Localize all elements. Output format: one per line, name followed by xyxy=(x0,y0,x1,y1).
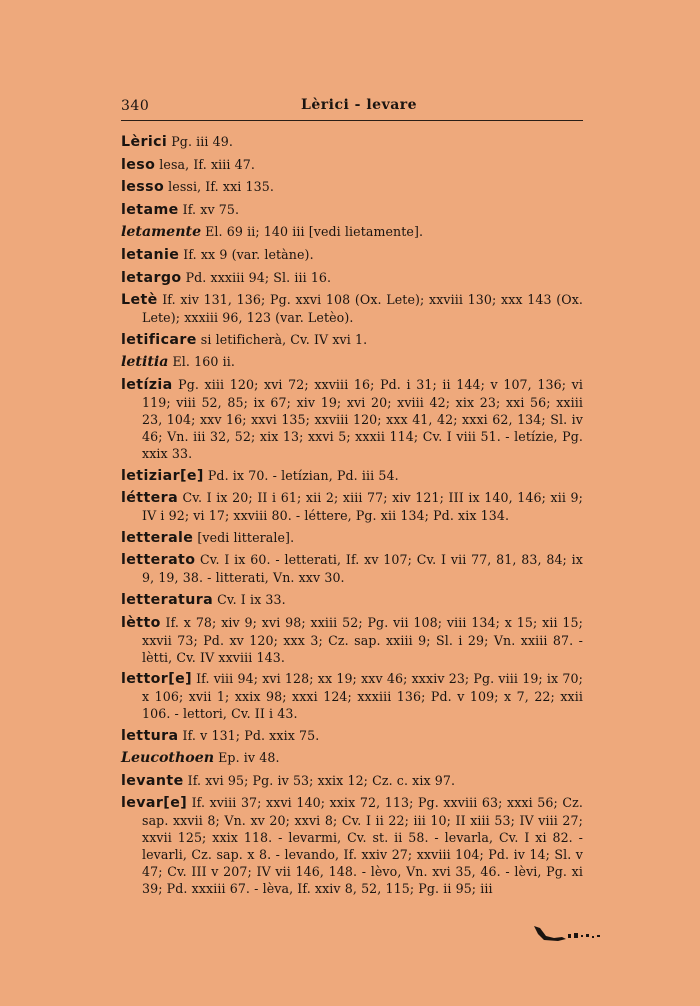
entry-text: If. xviii 37; xxvi 140; xxix 72, 113; Pg. xxviii 63; xxxi 56; Cz. sap. xxvii 8; Vn. xv 20; xxvi 8; Cv. I ii 22; iii 10; II xiii 53; IV viii 27; xxvii 125; xxix 118. - levarmi, Cv. st. ii 58. - levarla, Cv. I xi 82. - levarli, Cz. sap. x 8. - levando, If. xxiv 27; xxviii 104; Pd. iv 14; Sl. v 47; Cv. III v 207; IV vii 146, 148. - lèvo, Vn. xvi 35, 46. - lèvi, Pg. xi 39; Pd. xxxiii 67. - lèva, If. xxiv 8, 52, 115; Pg. ii 95; iii xyxy=(142,795,583,897)
entry-letterale xyxy=(121,529,583,547)
headword: lettura xyxy=(121,727,179,744)
entry-letamente xyxy=(121,223,583,241)
headword: letitia xyxy=(121,354,169,371)
entry-text: Cv. I ix 33. xyxy=(217,591,286,607)
running-head xyxy=(121,96,583,118)
headword: letteratura xyxy=(121,591,214,608)
entry-leucothoen xyxy=(121,749,583,767)
entry-text: Pg. xiii 120; xvi 72; xxviii 16; Pd. i 31; ii 144; v 107, 136; vi 119; viii 52, 85; ix 67; xiv 19; xvi 20; xviii 42; xix 23; xxi 56; xxiii 23, 104; xxv 16; xxvi 135; xxviii 120; xxx 41, 42; xxxi 62, 134; Sl. iv 46; Vn. iii 32, 52; xix 13; xxvi 5; xxxii 114; Cv. I viii 51. - letízie, Pg. xxix 33. xyxy=(142,376,583,461)
headword: letificare xyxy=(121,331,197,348)
entry-levante xyxy=(121,772,583,790)
entry-letterato xyxy=(121,551,583,586)
page-number: 340 xyxy=(121,98,150,114)
headword: letargo xyxy=(121,269,182,286)
entry-text: Ep. iv 48. xyxy=(218,750,280,766)
entry-levare xyxy=(121,794,583,897)
entry-text: If. xvi 95; Pg. iv 53; xxix 12; Cz. c. xix 97. xyxy=(187,772,456,788)
entry-letiziare xyxy=(121,467,583,485)
entry-lesso xyxy=(121,178,583,196)
entry-text: If. v 131; Pd. xxix 75. xyxy=(182,727,320,743)
entry-lettura xyxy=(121,727,583,745)
entry-letanie xyxy=(121,246,583,264)
entry-text: si letificherà, Cv. IV xvi 1. xyxy=(200,331,368,347)
headword: letamente xyxy=(121,224,202,241)
entry-text: Cv. I ix 60. - letterati, If. xv 107; Cv. I vii 77, 81, 83, 84; ix 9, 19, 38. - litterati, Vn. xxv 30. xyxy=(142,552,583,586)
entry-text: lessi, If. xxi 135. xyxy=(168,179,274,195)
entry-text: If. xiv 131, 136; Pg. xxvi 108 (Ox. Lete); xxviii 130; xxx 143 (Ox. Lete); xxxiii 96, 123 (var. Letèo). xyxy=(142,292,583,326)
headword: letanie xyxy=(121,246,180,263)
entry-text: [vedi litterale]. xyxy=(197,529,295,545)
entry-leso xyxy=(121,156,583,174)
entry-text: If. x 78; xiv 9; xvi 98; xxiii 52; Pg. vii 108; viii 134; x 15; xii 15; xxvii 73; Pd. xv 120; xxx 3; Cz. sap. xxiii 9; Sl. i 29; Vn. xxiii 87. - lètti, Cv. IV xxviii 143. xyxy=(142,614,583,665)
entry-text: If. viii 94; xvi 128; xx 19; xxv 46; xxxiv 23; Pg. viii 19; ix 70; x 106; xvii 1; xxix 98; xxxi 124; xxxiii 136; Pd. v 109; x 7, 22; xxii 106. - lettori, Cv. II i 43. xyxy=(142,671,583,722)
headword: letterale xyxy=(121,529,194,546)
entry-text: Pg. iii 49. xyxy=(171,134,233,149)
entry-text: Pd. xxxiii 94; Sl. iii 16. xyxy=(185,269,332,285)
headword: levar[e] xyxy=(121,795,188,812)
headword: letízia xyxy=(121,376,173,393)
headword: levante xyxy=(121,772,184,789)
entry-letitia xyxy=(121,353,583,371)
entry-lerici xyxy=(121,133,583,151)
entry-text: El. 160 ii. xyxy=(172,354,235,370)
entry-letargo xyxy=(121,269,583,287)
running-title: Lèrici - levare xyxy=(301,97,418,113)
headword: léttera xyxy=(121,490,179,507)
entry-text: Pd. ix 70. - letízian, Pd. iii 54. xyxy=(207,467,399,483)
headword: lètto xyxy=(121,614,161,631)
headword: Leucothoen xyxy=(121,750,215,767)
header-rule xyxy=(121,120,583,121)
entry-text: El. 69 ii; 140 iii [vedi lietamente]. xyxy=(205,224,424,240)
entry-lettera xyxy=(121,489,583,524)
entry-letto xyxy=(121,614,583,666)
entry-letificare xyxy=(121,331,583,349)
entry-text: If. xx 9 (var. letàne). xyxy=(183,246,314,262)
entry-letizia xyxy=(121,376,583,462)
entry-text: Cv. I ix 20; II i 61; xii 2; xiii 77; xiv 121; III ix 140, 146; xii 9; IV i 92; vi 17; xxviii 80. - léttere, Pg. xii 134; Pd. xix 134. xyxy=(142,490,583,524)
headword: lesso xyxy=(121,179,165,196)
entry-letame xyxy=(121,201,583,219)
entry-list xyxy=(121,133,583,902)
entry-letteratura xyxy=(121,591,583,609)
headword: Lèrici xyxy=(121,134,168,150)
entry-text: If. xv 75. xyxy=(182,201,240,217)
headword: letiziar[e] xyxy=(121,467,204,484)
headword: leso xyxy=(121,156,156,173)
headword: letterato xyxy=(121,552,196,569)
headword: Letè xyxy=(121,292,158,309)
entry-lete xyxy=(121,291,583,326)
headword: letame xyxy=(121,201,179,218)
printer-mark-icon xyxy=(532,920,604,946)
entry-text: lesa, If. xiii 47. xyxy=(159,156,255,172)
entry-lettore xyxy=(121,670,583,722)
headword: lettor[e] xyxy=(121,671,192,688)
